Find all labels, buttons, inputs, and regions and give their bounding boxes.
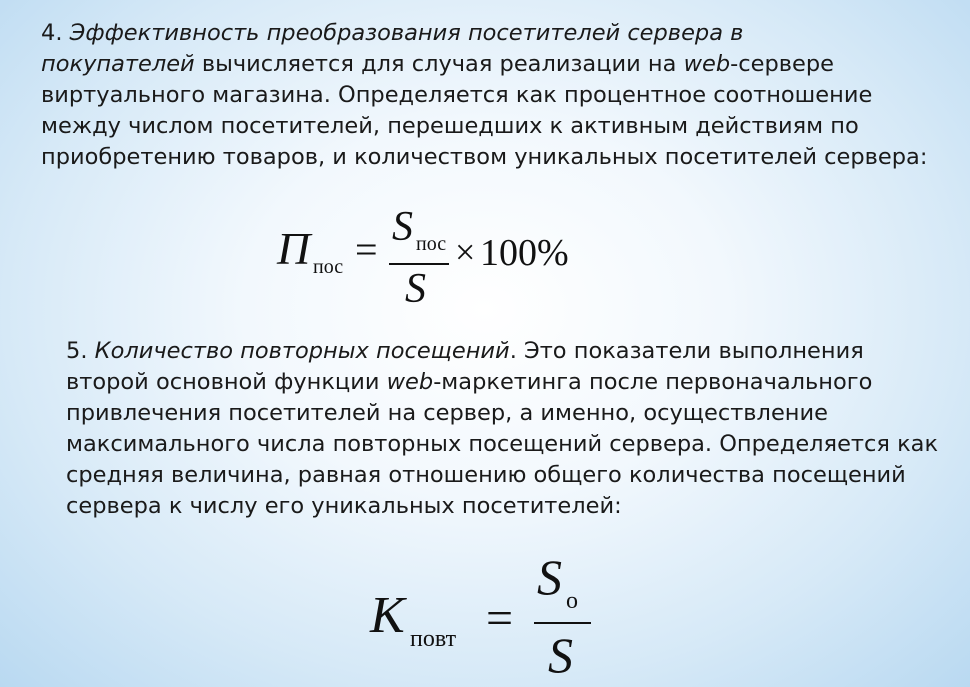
- para5-text: второй основной функции: [66, 369, 387, 395]
- formula2-lhs-variable: К: [370, 587, 405, 644]
- para5-text: -маркетинга после первоначального: [433, 369, 873, 395]
- formula2-equals-sign: =: [486, 592, 514, 645]
- para5-line5: средняя величина, равная отношению общего количества посещений: [66, 462, 906, 488]
- para4-number: 4.: [41, 20, 70, 46]
- para5-line4: максимального числа повторных посещений сервера. Определяется как: [66, 431, 939, 457]
- formula1-numerator: S: [392, 204, 413, 250]
- para5-line3: привлечения посетителей на сервер, а именно, осуществление: [66, 400, 828, 426]
- para4-text: вычисляется для случая реализации на: [194, 51, 684, 77]
- para4-line4: между числом посетителей, перешедших к активным действиям по: [41, 113, 859, 139]
- formula1-lhs-subscript: пос: [313, 256, 344, 278]
- formula2-fraction-bar: [534, 622, 591, 624]
- formula2-numerator-subscript: о: [566, 588, 578, 614]
- para5-number: 5.: [66, 338, 95, 364]
- formula2-denominator: S: [548, 627, 573, 683]
- formula1-times-sign: ×: [455, 232, 476, 272]
- formula1-numerator-subscript: пос: [416, 233, 447, 255]
- para5-web-italic: web: [386, 369, 434, 395]
- para4-web-italic: web: [683, 51, 731, 77]
- formula2-lhs-subscript: повт: [410, 626, 457, 652]
- formula1-denominator: S: [405, 266, 426, 312]
- para5-text: . Это показатели выполнения: [509, 338, 864, 364]
- para5-line6: сервера к числу его уникальных посетителей:: [66, 493, 622, 519]
- formula1-equals-sign: =: [355, 227, 378, 272]
- para4-line5: приобретению товаров, и количеством уникальных посетителей сервера:: [41, 144, 928, 170]
- para4-line3: виртуального магазина. Определяется как процентное соотношение: [41, 82, 873, 108]
- formula1-lhs-variable: П: [277, 223, 311, 274]
- para5-term-italic: Количество повторных посещений: [94, 338, 510, 364]
- formula1-percent-value: 100%: [480, 232, 569, 274]
- para4-term-italic-1: Эффективность преобразования посетителей сервера в: [69, 20, 744, 46]
- formula2-numerator: S: [537, 549, 562, 605]
- para4-term-italic-2: покупателей: [41, 51, 195, 77]
- para4-text: -сервере: [730, 51, 834, 77]
